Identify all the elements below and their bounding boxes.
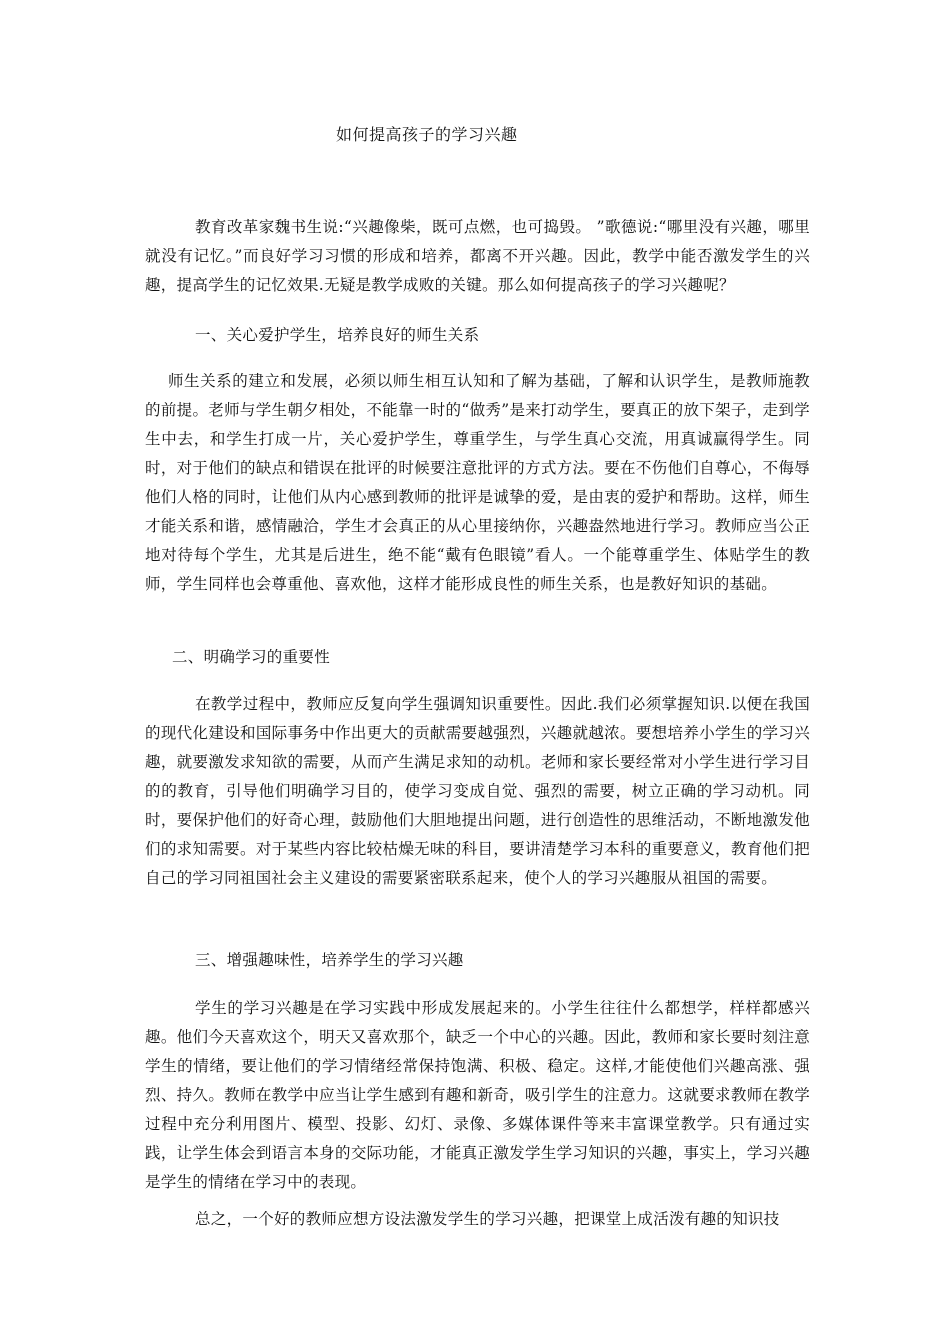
intro-paragraph: 教育改革家魏书生说:“兴趣像柴，既可点燃，也可捣毁。 ”歌德说:“哪里没有兴趣，哪里就没有记忆。”而良好学习习惯的形成和培养，都离不开兴趣。因此，教学中能否激发学生的兴趣，提高学生的记忆效果.无疑是教学成败的关键。那么如何提高孩子的学习兴趣呢？ bbox=[145, 218, 810, 294]
section-1-body: 师生关系的建立和发展，必须以师生相互认知和了解为基础，了解和认识学生，是教师施教的前提。老师与学生朝夕相处，不能靠一时的“做秀”是来打动学生，要真正的放下架子，走到学生中去，和学生打成一片，关心爱护学生，尊重学生，与学生真心交流，用真诚赢得学生。同时，对于他们的缺点和错误在批评的时候要注意批评的方式方法。要在不伤他们自尊心，不侮辱他们人格的同时，让他们从内心感到教师的批评是诚挚的爱，是由衷的爱护和帮助。这样，师生才能关系和谐，感情融洽，学生才会真正的从心里接纳你，兴趣盎然地进行学习。教师应当公正地对待每个学生，尤其是后进生，绝不能“戴有色眼镜”看人。一个能尊重学生、体贴学生的教师，学生同样也会尊重他、喜欢他，这样才能形成良性的师生关系，也是教好知识的基础。 bbox=[145, 372, 810, 593]
section-3-body: 学生的学习兴趣是在学习实践中形成发展起来的。小学生往往什么都想学，样样都感兴趣。他们今天喜欢这个，明天又喜欢那个，缺乏一个中心的兴趣。因此，教师和家长要时刻注意学生的情绪，要让他们的学习情绪经常保持饱满、积极、稳定。这样,才能使他们兴趣高涨、强烈、持久。教师在教学中应当让学生感到有趣和新奇，吸引学生的注意力。这就要求教师在教学过程中充分利用图片、模型、投影、幻灯、录像、多媒体课件等来丰富课堂教学。只有通过实践，让学生体会到语言本身的交际功能，才能真正激发学生学习知识的兴趣，事实上，学习兴趣是学生的情绪在学习中的表现。 bbox=[145, 999, 810, 1191]
section-1-heading: 一、关心爱护学生，培养良好的师生关系 bbox=[195, 326, 480, 344]
conclusion-paragraph: 总之，一个好的教师应想方设法激发学生的学习兴趣，把课堂上成活泼有趣的知识技 bbox=[195, 1210, 780, 1228]
document-title: 如何提高孩子的学习兴趣 bbox=[336, 125, 518, 144]
section-2-heading: 二、明确学习的重要性 bbox=[172, 648, 331, 666]
section-3-heading: 三、增强趣味性，培养学生的学习兴趣 bbox=[195, 951, 464, 969]
section-2-body: 在教学过程中，教师应反复向学生强调知识重要性。因此.我们必须掌握知识.以便在我国的现代化建设和国际事务中作出更大的贡献需要越强烈，兴趣就越浓。要想培养小学生的学习兴趣，就要激发求知欲的需要，从而产生满足求知的动机。老师和家长要经常对小学生进行学习目的的教育，引导他们明确学习目的，使学习变成自觉、强烈的需要，树立正确的学习动机。同时，要保护他们的好奇心理，鼓励他们大胆地提出问题，进行创造性的思维活动，不断地激发他们的求知需要。对于某些内容比较枯燥无味的科目，要讲清楚学习本科的重要意义，教育他们把自己的学习同祖国社会主义建设的需要紧密联系起来，使个人的学习兴趣服从祖国的需要。 bbox=[145, 695, 810, 887]
